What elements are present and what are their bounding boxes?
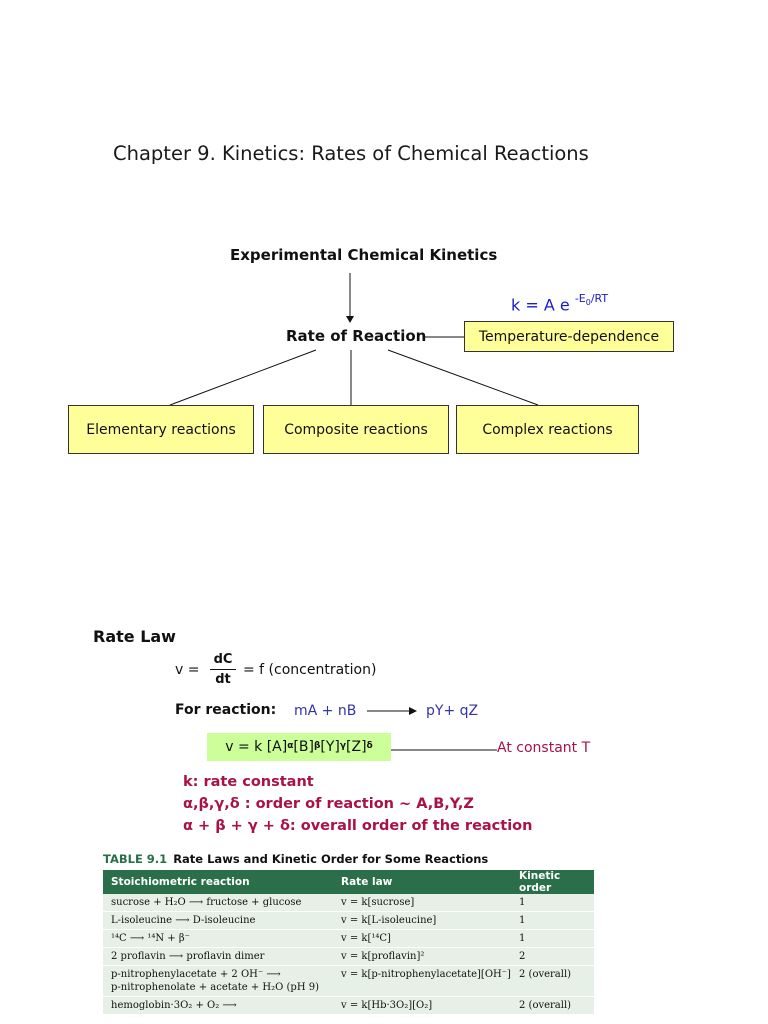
cell-reaction: ¹⁴C ⟶ ¹⁴N + β⁻: [103, 930, 333, 948]
box-elementary-reactions: Elementary reactions: [68, 405, 254, 454]
line-to-complex: [388, 350, 538, 405]
cell-reaction: sucrose + H₂O ⟶ fructose + glucose: [103, 894, 333, 912]
arrhenius-equation: k = A e $^{-E_0/RT}$: [511, 292, 609, 315]
cell-order: 1: [511, 894, 594, 912]
table-title: Rate Laws and Kinetic Order for Some Reactions: [173, 852, 489, 866]
cell-order: 2: [511, 948, 594, 966]
diagram-connectors: [0, 0, 768, 470]
cell-rate-law: v = k[p-nitrophenylacetate][OH⁻]: [333, 966, 511, 997]
node-rate-of-reaction: Rate of Reaction: [286, 327, 427, 345]
reaction-arrow-icon: [367, 704, 419, 718]
overall-order-note: α + β + γ + δ: overall order of the reaction: [183, 818, 533, 834]
cell-order: 2 (overall): [511, 966, 594, 997]
table-caption: [103, 852, 488, 866]
cell-reaction: L-isoleucine ⟶ D-isoleucine: [103, 912, 333, 930]
cell-rate-law: v = k[Hb·3O₂][O₂]: [333, 997, 511, 1015]
order-note: α,β,γ,δ : order of reaction ~ A,B,Y,Z: [183, 796, 474, 812]
derivative-fraction: [210, 651, 236, 688]
kinetic-order-table: [103, 870, 594, 1015]
cell-order: 1: [511, 930, 594, 948]
cell-rate-law: v = k[proflavin]²: [333, 948, 511, 966]
table-number: TABLE 9.1: [103, 852, 168, 866]
fraction-denominator: dt: [215, 672, 231, 687]
page-title: Chapter 9. Kinetics: Rates of Chemical Reactions: [113, 142, 589, 165]
cell-reaction: hemoglobin·3O₂ + O₂ ⟶: [103, 997, 333, 1015]
box-complex-reactions: Complex reactions: [456, 405, 639, 454]
header-stoichiometric: Stoichiometric reaction: [103, 870, 333, 894]
header-kinetic-order: Kinetic order: [511, 870, 594, 894]
fraction-numerator: dC: [213, 652, 233, 667]
box-temperature-dependence: Temperature-dependence: [464, 321, 674, 352]
table-row: [103, 997, 594, 1015]
table-row: [103, 966, 594, 997]
line-to-elementary: [170, 350, 316, 405]
table-row: [103, 894, 594, 912]
rate-law-expression: v = k [A] $^\alpha$ [B] $^\beta$ [Y] $^\gamma$ [Z] $^\delta$: [207, 733, 391, 761]
cell-rate-law: v = k[sucrose]: [333, 894, 511, 912]
fraction-bar: [210, 669, 236, 670]
cell-reaction: p-nitrophenylacetate + 2 OH⁻ ⟶ p-nitrophenolate + acetate + H₂O (pH 9): [103, 966, 333, 997]
node-experimental-kinetics: Experimental Chemical Kinetics: [230, 246, 498, 264]
table-header-row: [103, 870, 594, 894]
constant-t-connector: [391, 740, 497, 760]
header-rate-law: Rate law: [333, 870, 511, 894]
rate-constant-note: k: rate constant: [183, 774, 314, 790]
box-composite-reactions: Composite reactions: [263, 405, 449, 454]
cell-rate-law: v = k[¹⁴C]: [333, 930, 511, 948]
reaction-reactants: mA + nB: [294, 703, 357, 719]
cell-reaction: 2 proflavin ⟶ proflavin dimer: [103, 948, 333, 966]
rate-law-heading: Rate Law: [93, 627, 176, 646]
rate-eq-function: = f (concentration): [243, 662, 377, 678]
cell-order: 2 (overall): [511, 997, 594, 1015]
table-row: [103, 912, 594, 930]
reaction-products: pY+ qZ: [426, 703, 479, 719]
cell-order: 1: [511, 912, 594, 930]
for-reaction-label: For reaction:: [175, 702, 277, 718]
constant-t-label: At constant T: [497, 740, 591, 756]
rate-eq-v: v =: [175, 662, 200, 678]
table-row: [103, 930, 594, 948]
table-row: [103, 948, 594, 966]
cell-rate-law: v = k[L-isoleucine]: [333, 912, 511, 930]
